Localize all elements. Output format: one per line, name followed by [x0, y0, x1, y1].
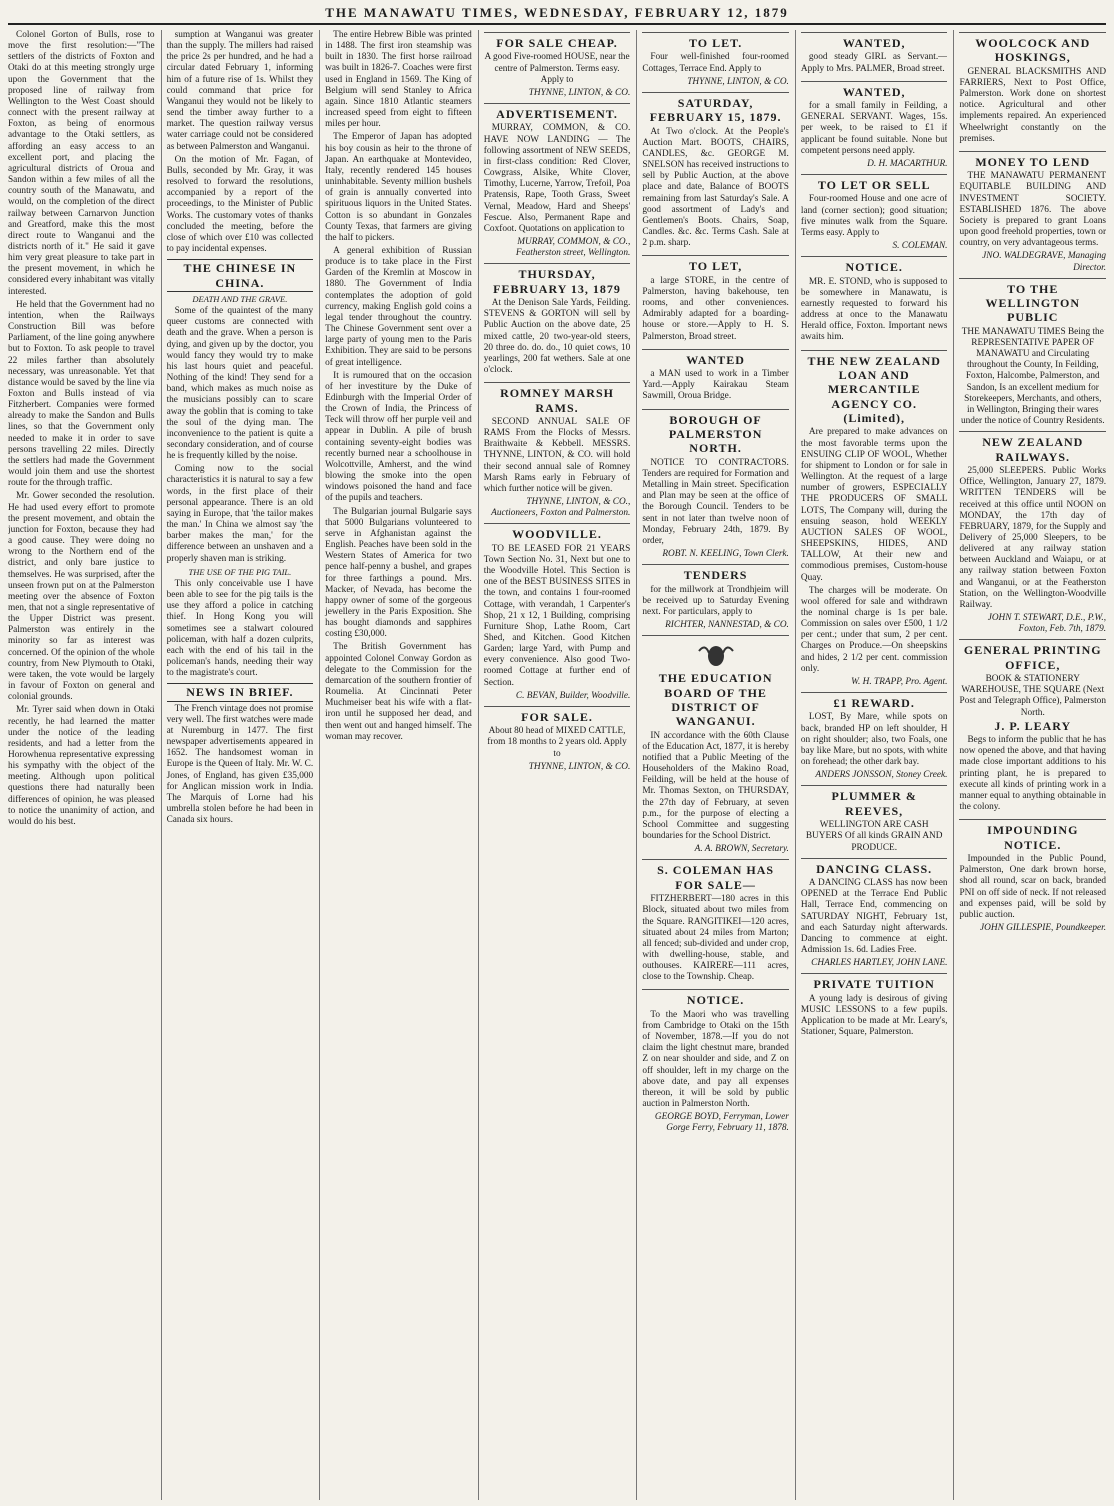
column-1 — [8, 30, 155, 1500]
ad-text: MR. E. STOND, who is supposed to be somewhere in Manawatu, is earnestly requested to forward his address at once to the Manawatu Herald office, Foxton. Important news awaits him. — [800, 276, 948, 343]
ad-text: IN accordance with the 60th Clause of the Education Act, 1877, it is hereby notified that a Public Meeting of the Householders of the Makino Road, Feilding, will be held at the house of Mr. Thomas Sexton, on THURSDAY, the 27th day of February, at seven p.m., for the purpose of electing a School Committee and suggesting boundaries for the School District. — [642, 730, 789, 842]
ad-text: At Two o'clock. At the People's Auction Mart. BOOTS, CHAIRS, CANDLES, &c. GEORGE M. SNELSON has received instructions to sell by Public Auction, at the above place and date, Balance of BOOTS remaining from last Saturday's Sale. A good assortment of Lady's and Gentlemen's Boots. Chairs, Soap, Candles. &c. &c. Terms Cash. Sale at 2 p.m. sharp. — [642, 126, 789, 249]
ad-text: FITZHERBERT—180 acres in this Block, situated about two miles from the Square. RANGITIKEI—120 acres, situated about 24 miles from Marton; all fenced; sub-divided and under crop, with dwelling-house, stable, and outhouses. KAIRERE—111 acres, close to the Township. Cheap. — [642, 894, 789, 983]
advertisement — [642, 92, 789, 254]
ad-signature: C. BEVAN, Builder, Woodville. — [515, 690, 631, 701]
advertisement — [801, 81, 948, 172]
advertisement — [801, 350, 948, 691]
ad-title: TO THE WELLINGTON PUBLIC — [985, 281, 1080, 325]
column-7 — [953, 30, 1106, 1500]
article-paragraph: Mr. Tyrer said when down in Otaki recently, he had learned the matter under the notice of the leading residents, and had a letter from the Horowhenua representative expressing his sympathy with the object of the meeting. Although upon political questions there had naturally been differences of opinion, he was pleased to notice the unanimity of action, and would do his best. — [8, 705, 155, 827]
article-paragraph: Mr. Gower seconded the resolution. He had used every effort to promote the present movement, and obtain the junction for Foxton, because they had a good cause. They were doing no wrong to the Northern end of the district, and only bare justice to themselves. He was surprised, after the unseen frown put on at the Palmerston meeting over the absence of Foxton men, that not a single representative of the Upper District was present. Palmerston was entirely in the minority so far as interest was concerned. Of the opinion of the whole country, from New Plymouth to Otaki, were taken, the vote would be largely in favour of Foxton on general and colonial grounds. — [8, 491, 155, 703]
columns — [8, 30, 1106, 1500]
ad-title: WOODVILLE. — [512, 527, 602, 542]
ad-signature: JNO. WALDEGRAVE, Managing Director. — [982, 251, 1106, 273]
page-masthead: THE MANAWATU TIMES, WEDNESDAY, FEBRUARY 12, 1879 — [8, 6, 1106, 25]
ad-signature: A. A. BROWN, Secretary. — [694, 844, 789, 855]
ad-signature: MURRAY, COMMON, & CO., Featherston street, Wellington. — [515, 236, 631, 259]
advertisement — [801, 256, 948, 347]
advertisement — [959, 431, 1106, 637]
article-paragraph: sumption at Wanganui was greater than the supply. The millers had raised the price 2s per hundred, and he had a circular dated February 1, informing him of a future rise of 1s. Whilst they could command that price for Wanganui they would not be likely to send the timber away further to a market. The question railway versus water carriage could not be considered as between Palmerston and Wanganui. — [166, 30, 314, 152]
article-paragraph: The British Government has appointed Colonel Conway Gordon as delegate to the Commission for the demarcation of the southern frontier of Roumelia. At Cincinnati Peter Muchmeiser beat his wife with a flat-iron until he supposed her dead, and then went out and hanged himself. The woman may recover. — [325, 642, 472, 742]
article-paragraph: He held that the Government had no intention, when the Railways Construction Bill was before Parliament, of the line going anywhere but to Foxton. To ask people to travel 22 miles farther than absolutely necessary, was unreasonable. Yet that distance would be saved by the line via Foxton and Bulls instead of via Fitzherbert. Companies were formed already to make the Sandon and Bulls lines, so that the Government only needed to make it in order to save persons travelling 22 miles. Directly the settlers had made the Government would join them and use the shortest route for the through traffic. — [8, 299, 155, 489]
ad-signature: THYNNE, LINTON, & CO. — [687, 76, 789, 87]
ad-signature: THYNNE, LINTON, & CO., Auctioneers, Foxton and Palmerston. — [491, 497, 631, 519]
advertisement — [484, 263, 631, 380]
ad-text: A good Five-roomed HOUSE, near the centre of Palmerston. Terms easy. Apply to — [484, 52, 630, 85]
article-paragraph: This only conceivable use I have been able to see for the pig tails is the use they afford a police in catching thief. In Hong Kong you will sometimes see a stalwart coloured policeman, with half a dozen culprits, each with the end of his tail in the policeman's hands, needing their way to the magistrate's court. — [166, 578, 314, 679]
ad-title: SATURDAY, FEBRUARY 15, 1879. — [649, 95, 782, 125]
coat-of-arms-icon — [695, 641, 737, 669]
advertisement — [801, 692, 948, 783]
advertisement — [484, 523, 631, 704]
advertisement — [484, 382, 631, 521]
ad-title: WOOLCOCK AND HOSKINGS, — [975, 36, 1091, 65]
advertisement — [484, 706, 631, 775]
ad-signature: ANDERS JONSSON, Stoney Creek. — [815, 770, 948, 781]
ad-text: 25,000 SLEEPERS. Public Works Office, Wellington, January 27, 1879. WRITTEN TENDERS will be received at this office until NOON on MONDAY, the 17th day of FEBRUARY, 1879, for the Supply and Delivery of 25,000 Sleepers, to be delivered at any railway station between Auckland and Waiapu, or at any railway station between Foxton and Wanganui, or at the Featherston Station, on the Wellington-Woodville Railway. — [959, 466, 1106, 610]
ad-title: £1 REWARD. — [833, 696, 915, 711]
column-6 — [795, 30, 948, 1500]
ad-title: NOTICE. — [845, 260, 903, 275]
advertisement — [642, 564, 789, 633]
advertisement — [642, 989, 789, 1136]
article-paragraph: The French vintage does not promise very well. The first watches were made at Nuremburg in 1477. The first newspaper advertisements appeared in 1652. The handsomest woman in Europe is the Queen of Italy. Mr. W. C. Jones, of England, has given £35,000 for Anglican mission work in India. The Marquis of Lorne had his umbrella stolen before he had been in Canada six hours. — [166, 703, 314, 826]
ad-title: TENDERS — [683, 568, 748, 583]
ad-signature: JOHN T. STEWART, D.E., P.W., Foxton, Feb. 7th, 1879. — [987, 613, 1106, 635]
article-paragraph: Colonel Gorton of Bulls, rose to move the first resolution:—"The settlers of the districts of Foxton and Otaki do at this meeting strongly urge upon the Government that the proposed line of railway from Wellington to the West Coast should connect with the present railway at Foxton, as being of enormous advantage to the Otaki settlers, as affording an easy access to an excellent port, and placing the agricultural districts of Oroua and Sandon within a few miles of all the country south of the Manawatu, and would, on the completion of the direct railway between Carnarvon Junction and Greatford, make this the most direct route to Wanganui and the districts north of it." He said it gave him very great pleasure to take part in the present movement, in which he considered every inhabitant was vitally interested. — [8, 30, 155, 297]
ad-text: Four well-finished four-roomed Cottages, Terrace End. Apply to — [642, 52, 789, 74]
ad-text: good steady GIRL as Servant.—Apply to Mrs. PALMER, Broad street. — [800, 52, 948, 74]
column-2 — [161, 30, 314, 1500]
ad-signature: D. H. MACARTHUR. — [867, 158, 948, 169]
ad-title: IMPOUNDING NOTICE. — [987, 823, 1079, 852]
ad-title: PRIVATE TUITION — [813, 977, 935, 992]
advertisement — [801, 858, 948, 972]
article-paragraph: On the motion of Mr. Fagan, of Bulls, seconded by Mr. Gray, it was resolved to forward the resolutions, accompanied by a report of the proceedings, to the Minister of Public Works. The customary votes of thanks concluded the meeting, before the close of which over £10 was collected to pay incidental expenses. — [166, 154, 314, 254]
ad-text: WELLINGTON ARE CASH BUYERS Of all kinds GRAIN AND PRODUCE. — [805, 820, 943, 853]
advertisement — [959, 639, 1106, 817]
ad-signature: THYNNE, LINTON, & CO. — [528, 761, 631, 772]
ad-title: FOR SALE CHEAP. — [496, 36, 618, 50]
article-paragraph: The Bulgarian journal Bulgarie says that 5000 Bulgarians volunteered to serve in Afghanistan against the English. Peaches have been sold in the Western States of America for two pence half-penny a bushel, and grapes for three farthings a pound. Mrs. Macker, of Nevada, has become the happy owner of some of the gorgeous jewellery in the Paris Exposition. She has bought diamonds and sapphires costing £30,000. — [325, 506, 472, 640]
advertisement — [801, 174, 948, 254]
ad-title: TO LET OR SELL — [817, 178, 931, 193]
ad-signature: CHARLES HARTLEY, JOHN LANE. — [811, 958, 948, 969]
ad-text: MURRAY, COMMON, & CO. HAVE NOW LANDING — The following assortment of NEW SEEDS, in first-class condition: Red Clover, Cowgrass, Alsike, White Clover, Timothy, Lucerne, Yarrow, Trefoil, Poa Pratensis, Rape, Tooth Grass, Sweet Vernal, Meadow, Hard and Sheeps' Fescue. Also, Permanent Rape and Coxfoot. Quotations on application to — [483, 123, 631, 234]
advertisement — [801, 973, 948, 1042]
ad-text: for a small family in Feilding, a GENERAL SERVANT. Wages, 15s. per week, to be raised to £1 if applicant be found suitable. None but competent persons need apply. — [800, 101, 948, 156]
advertisement — [642, 635, 789, 857]
article-paragraph: The entire Hebrew Bible was printed in 1488. The first iron steamship was built in 1830. The first horse railroad was built in 1826-7. Coaches were first used in England in 1569. The King of Belgium will send Stanley to Africa again. Since 1810 Atlantic steamers increased speed from eight to fifteen miles per hour. — [325, 30, 472, 130]
advertisement — [959, 32, 1106, 149]
advertisement — [959, 278, 1106, 430]
advertisement — [959, 819, 1106, 936]
advertisement — [642, 255, 789, 346]
ad-text: for the millwork at Trondhjeim will be received up to Saturday Evening next. For particulars, apply to — [642, 584, 789, 617]
ad-text: Four-roomed House and one acre of land (corner section); good situation; five minutes walk from the Square. Terms easy. Apply to — [800, 194, 948, 238]
advertisement — [801, 32, 948, 79]
ad-title: ROMNEY MARSH RAMS. — [500, 386, 614, 415]
column-4 — [478, 30, 631, 1500]
ad-title: TO LET. — [688, 36, 743, 50]
ad-text: a large STORE, in the centre of Palmerston, having bakehouse, ten rooms, and other conveniences. Admirably adapted for a boarding-house or store.—Apply to H. S. Palmerston, Broad street. — [642, 275, 789, 342]
ad-title: NOTICE. — [686, 993, 745, 1008]
section-subheading: THE USE OF THE PIG TAIL. — [188, 566, 292, 577]
ad-title: S. COLEMAN HAS FOR SALE— — [657, 863, 775, 892]
article-paragraph: Coming now to the social characteristics it is natural to say a few words, in the first place of their personal appearance. There is an old saying in Europe, that 'the tailor makes the man.' In China we almost say 'the barber makes the man,' for the difference between an unshaven and a properly shaven man is striking. — [166, 464, 314, 564]
ad-text: LOST, By Mare, while spots on back, branded HP on left shoulder, H on right shoulder; also, two Foals, one bay like Mare, but no spots, with white on forehead; the other dark bay. — [800, 712, 948, 768]
ad-text: TO BE LEASED FOR 21 YEARS Town Section No. 31, Next but one to the Woodville Hotel. This Section is one of the BEST BUSINESS SITES in the town, and contains 1 four-roomed Cottage, with verandah, 1 Carpenter's Shop, 21 x 12, 1 Building, comprising Furniture Shop, Lathe Room, Cart Shed, and Kitchen. Good Kitchen Garden; large Yard, with Pump and every convenience. Also good Two-roomed Cottage at further end of Section. — [483, 543, 631, 688]
advertisement — [484, 103, 631, 261]
ad-title: WANTED, — [842, 36, 906, 50]
advertisement — [642, 32, 789, 90]
ad-text: THE MANAWATU TIMES Being the REPRESENTATIVE PAPER OF MANAWATU and Circulating throughout the County, In Feilding, Foxton, Halcombe, Palmerston, and Sandon, Is an excellent medium for Storekeepers, Merchants, and others, in Wellington, Bringing their wares under the notice of Country Residents. — [960, 326, 1105, 427]
ad-signature: GEORGE BOYD, Ferryman, Lower Gorge Ferry, February 11, 1878. — [654, 1112, 789, 1134]
ad-text: The charges will be moderate. On wool offered for sale and withdrawn the nominal charge is 1s per bale. Commission on sales over £500, 1 1/2 per cent.; under that sum, 2 per cent. Charges on Produce.—On sheepskins and hides, 2 1/2 per cent. commission only. — [800, 585, 948, 674]
ad-text: SECOND ANNUAL SALE OF RAMS From the Flocks of Messrs. Braithwaite & Kebbell. MESSRS. THYNNE, LINTON, & CO. will hold their second annual sale of Romney Marsh Rams early in February of which further notice will be given. — [483, 416, 631, 494]
advertisement — [642, 859, 789, 987]
advertisement — [642, 409, 789, 563]
ad-signature: RICHTER, NANNESTAD, & CO. — [665, 619, 789, 630]
ad-signature: J. P. LEARY — [994, 718, 1072, 733]
column-3 — [319, 30, 472, 1500]
ad-signature: ROBT. N. KEELING, Town Clerk. — [662, 548, 789, 559]
ad-text: Impounded in the Public Pound, Palmerston, One dark brown horse, shod all round, scar on back, branded PNI on off side of neck. If not released and expenses paid, will be sold by public auction. — [959, 854, 1106, 920]
ad-text: THE MANAWATU PERMANENT EQUITABLE BUILDING AND INVESTMENT SOCIETY. ESTABLISHED 1876. The above Society is prepared to grant Loans upon good freehold properties, town or country, on very advantageous terms. — [959, 171, 1106, 249]
ad-title: THURSDAY, FEBRUARY 13, 1879 — [493, 267, 621, 296]
ad-text: BOOK & STATIONERY WAREHOUSE, THE SQUARE (Next Post and Telegraph Office), Palmerston North. — [959, 674, 1106, 718]
article-paragraph: A general exhibition of Russian produce is to take place in the First Garden of the Kremlin at Moscow in 1880. The Government of India contemplates the adoption of gold currency, making English gold coins a legal tender throughout the country. The Chinese Government sent over a large party of young men to the Paris Exhibition. They are said to be persons of great intelligence. — [325, 245, 472, 368]
ad-signature: S. COLEMAN. — [892, 241, 948, 252]
ad-title: TO LET, — [688, 259, 743, 274]
ad-text: a MAN used to work in a Timber Yard.—Apply Kairakau Steam Sawmill, Oroua Bridge. — [642, 369, 789, 402]
ad-text: Begs to inform the public that he has now opened the above, and that having made close important additions to his printing plant, he is prepared to execute all kinds of printing work in a manner equal to anything obtainable in the colony. — [959, 735, 1106, 813]
ad-text: Are prepared to make advances on the most favorable terms upon the ENSUING CLIP OF WOOL, Whether for shipment to London or for sale in Wellington. At the request of a large number of growers, ESPECIALLY THE PRODUCERS OF SMALL LOTS, The Company will, during the ensuing season, hold WEEKLY AUCTION SALES OF WOOL, SHEEPSKINS, HIDES, AND TALLOW, At their new and commodious premises, Custom-house Quay. — [800, 427, 948, 583]
section-heading: THE CHINESE IN CHINA. — [167, 259, 314, 292]
ad-signature: JOHN GILLESPIE, Poundkeeper. — [980, 922, 1106, 933]
article-paragraph: The Emperor of Japan has adopted his boy cousin as heir to the throne of Japan. An earthquake at Montevideo, Italy, recently rendered 145 houses uninhabitable. Seventy million bushels of grain is annually converted into spirituous liquors in the United States. Cotton is so abundant in Gonzales County Texas, that farmers are giving the half to pickers. — [325, 132, 472, 243]
ad-text: At the Denison Sale Yards, Feilding. STEVENS & GORTON will sell by Public Auction on the above date, 25 mixed cattle, 20 two-year-old steers, 20 three do. do. do., 10 quiet cows, 10 yearlings, 200 fat wethers. Sale at one o'clock. — [483, 298, 631, 375]
ad-title: WANTED, — [842, 84, 906, 99]
ad-title: MONEY TO LEND — [975, 154, 1091, 169]
ad-text: To the Maori who was travelling from Cambridge to Otaki on the 15th of November, 1878.—If you do not claim the light chestnut mare, branded Z on near shoulder and side, and Z on off shoulder, left in my charge on the above date, and pay all expenses thereon, it will be sold by public auction in Palmerston North. — [642, 1009, 789, 1110]
section-heading: NEWS IN BRIEF. — [167, 683, 314, 701]
ad-title: GENERAL PRINTING OFFICE, — [963, 643, 1102, 672]
ad-text: About 80 head of MIXED CATTLE, from 18 months to 2 years old. Apply to — [487, 726, 627, 759]
article-paragraph: It is rumoured that on the occasion of her investiture by the Duke of Edinburgh with the Imperial Order of the Crown of India, the Princess of Teck will throw off her purple veil and appear in Dublin. A pile of brush containing seventy-eight bodies was recently burned near a schoolhouse in Wolcottville, Amherst, and the wind blowing the smoke into the open windows poisoned the hand and face of the pupils and teachers. — [325, 370, 472, 504]
ad-title: THE EDUCATION BOARD OF THE DISTRICT OF WANGANUI. — [658, 671, 773, 729]
ad-title: ADVERTISEMENT. — [496, 107, 618, 122]
advertisement — [959, 151, 1106, 276]
advertisement — [484, 32, 631, 101]
ad-title: BOROUGH OF PALMERSTON NORTH. — [668, 412, 763, 456]
ad-title: DANCING CLASS. — [816, 861, 933, 876]
ad-text: NOTICE TO CONTRACTORS. Tenders are required for Formation and Metalling in Main street. Specification and Plan may be seen at the office of the Borough Council. Tenders to be sent in not later than twelve noon of Monday, February 24th, 1879. By order, — [642, 457, 789, 546]
advertisement — [642, 349, 789, 407]
ad-signature: W. H. TRAPP, Pro. Agent. — [851, 676, 948, 687]
ad-title: THE NEW ZEALAND LOAN AND MERCANTILE AGENCY CO. (Limited), — [807, 353, 941, 426]
ad-title: NEW ZEALAND RAILWAYS. — [982, 435, 1084, 464]
article-paragraph: Some of the quaintest of the many queer customs are connected with death and the grave. When a person is dying, and given up by the doctor, you would fancy they would try to make his last hours quiet and peaceful. Nothing of the kind! They send for a band, which makes as much noise as the musicians possibly can to scare away the goblin that is coming to take the soul of the dying man. The inconvenience to the patient is quite a secondary consideration, and of course he is frequently killed by the noise. — [166, 306, 314, 462]
ad-text: A young lady is desirous of giving MUSIC LESSONS to a few pupils. Application to be made at Mr. Leary's, Stationer, Square, Palmerston. — [800, 993, 948, 1038]
section-subheading: DEATH AND THE GRAVE. — [192, 293, 288, 304]
ad-title: PLUMMER & REEVES, — [831, 789, 917, 818]
ad-text: A DANCING CLASS has now been OPENED at the Terrace End Public Hall, Terrace End, commencing on SATURDAY NIGHT, February 1st, and each Saturday night afterwards. Dancing to commence at eight. Admission 1s. 6d. Ladies Free. — [800, 878, 948, 955]
ad-title: WANTED — [686, 352, 745, 367]
ad-title: FOR SALE. — [521, 709, 593, 724]
ad-signature: THYNNE, LINTON, & CO. — [528, 87, 631, 98]
advertisement — [801, 785, 948, 855]
ad-text: GENERAL BLACKSMITHS AND FARRIERS, Next to Post Office, Palmerston. Work done on shortest notice. Agricultural and other implements repaired. An experienced Wheelwright constantly on the premises. — [959, 66, 1106, 144]
column-5 — [636, 30, 789, 1500]
